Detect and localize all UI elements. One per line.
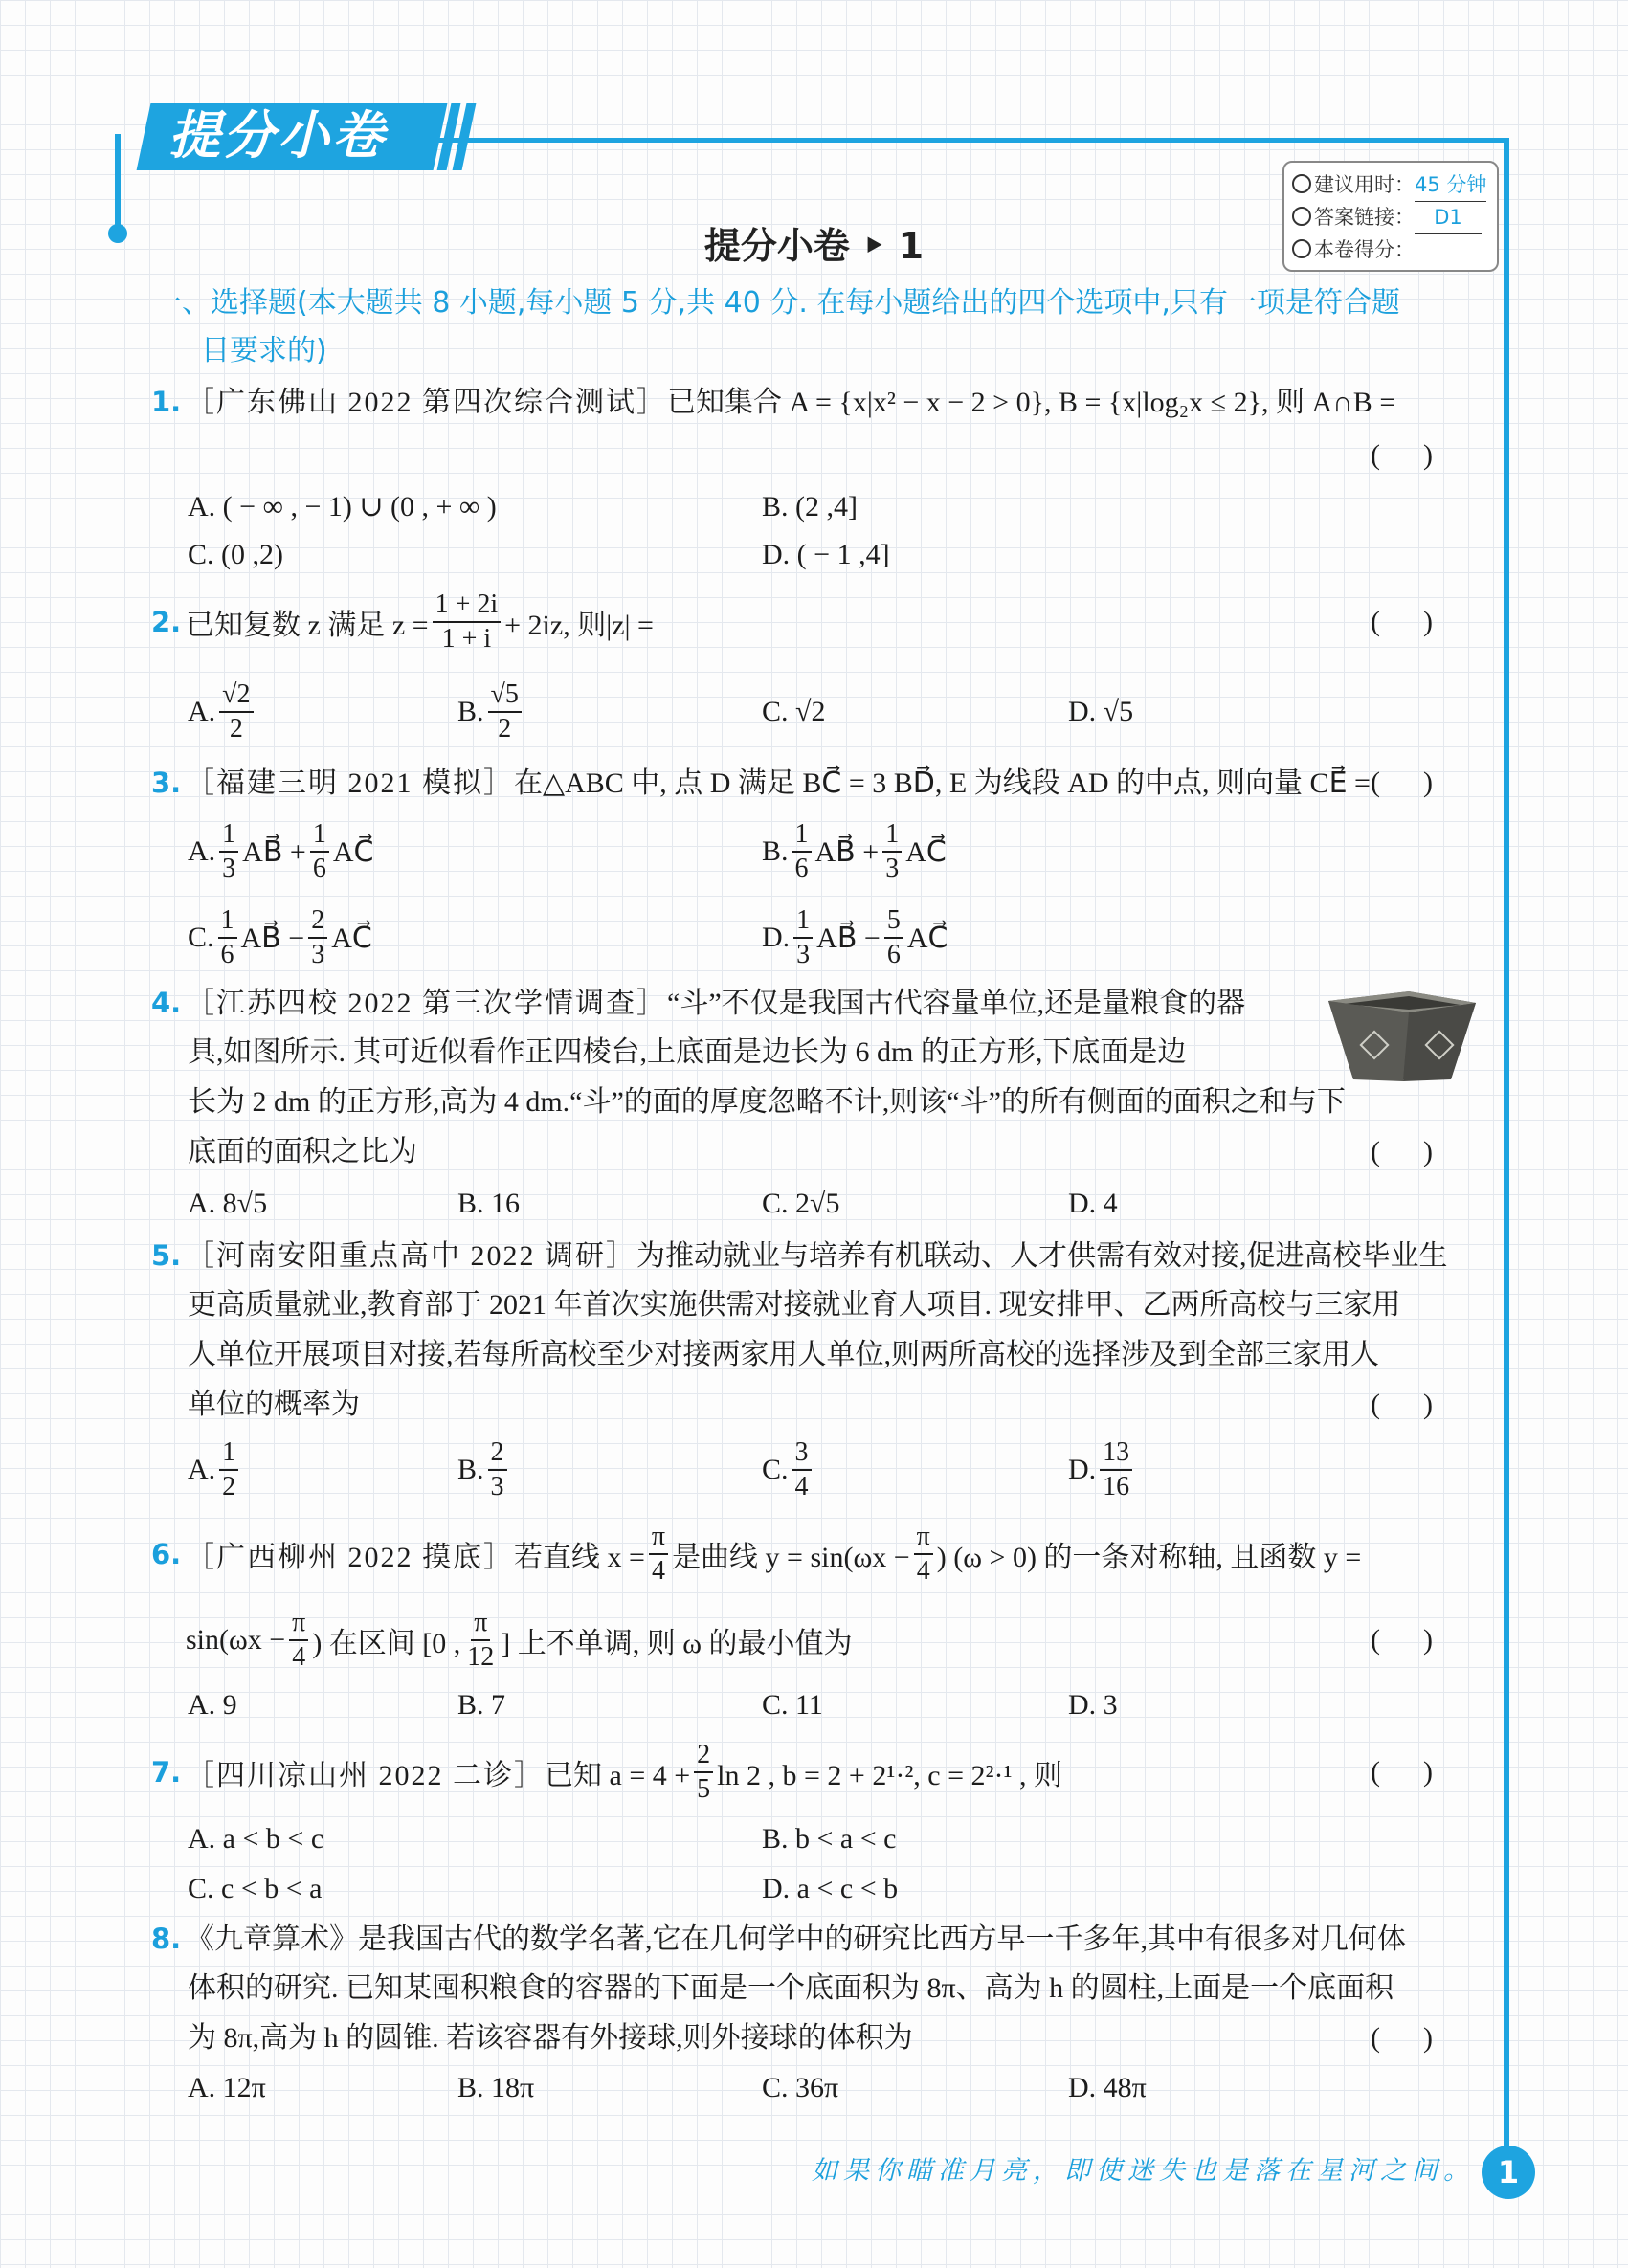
answer-paren[interactable]: ( )	[1371, 767, 1433, 798]
answer-paren[interactable]: ( )	[1371, 1389, 1433, 1420]
question-text: ) 在区间 [0 ,	[312, 1628, 461, 1659]
question-text: sin(ωx −	[186, 1624, 286, 1656]
vector-term: AB⃗ +	[814, 835, 880, 868]
option-label: B.	[762, 835, 789, 867]
answer-paren[interactable]: ( )	[1371, 606, 1433, 637]
fraction-denominator: 4	[794, 1472, 809, 1501]
option-label: D.	[1068, 1454, 1097, 1485]
fraction-denominator: 3	[311, 940, 325, 969]
answer-paren[interactable]: ( )	[1371, 1136, 1433, 1167]
option-a[interactable]	[188, 1434, 242, 1506]
fraction	[884, 904, 903, 971]
question-6-stem-line2	[186, 1604, 853, 1677]
fraction-numerator: 2	[308, 904, 327, 939]
option-c[interactable]: C. 36π	[762, 2072, 839, 2103]
fraction-numerator: 2	[694, 1739, 713, 1773]
frame-top-bar	[429, 138, 1508, 143]
question-number: 2.	[151, 606, 182, 638]
option-label: D.	[762, 922, 791, 953]
option-d[interactable]: D. ( − 1 ,4]	[762, 539, 890, 570]
fraction	[289, 1607, 308, 1674]
option-a[interactable]	[188, 815, 373, 888]
question-3-stem	[151, 758, 1371, 808]
vector-term: AC⃗	[332, 835, 374, 868]
paper-title: 提分小卷 ‣ 1	[703, 225, 925, 267]
fraction-numerator: 1	[882, 818, 902, 853]
question-text: ) (ω > 0) 的一条对称轴, 且函数 y =	[936, 1542, 1362, 1573]
fraction-denominator: 2	[498, 714, 512, 744]
info-answer-label: 答案链接：	[1314, 206, 1415, 229]
question-source: ［河南安阳重点高中 2022 调研］	[186, 1240, 636, 1272]
info-score-label: 本卷得分：	[1314, 238, 1415, 261]
footer-motto: 如果你瞄准月亮，即使迷失也是落在星河之间。	[812, 2156, 1475, 2186]
fraction-numerator: 1	[218, 904, 237, 939]
section-heading-line2: 目要求的)	[201, 334, 327, 367]
fraction-denominator: 4	[292, 1642, 306, 1672]
fraction	[219, 678, 253, 745]
option-b[interactable]: B. b < a < c	[762, 1823, 897, 1855]
question-2-stem	[151, 586, 654, 658]
answer-paren[interactable]: ( )	[1371, 439, 1433, 471]
answer-paren[interactable]: ( )	[1371, 1756, 1433, 1788]
fraction-denominator: 5	[697, 1774, 711, 1804]
question-number: 3.	[151, 767, 182, 799]
question-4-stem-line4: 底面的面积之比为	[188, 1136, 417, 1167]
section-heading-line1: 一、选择题(本大题共 8 小题,每小题 5 分,共 40 分. 在每小题给出的四个选项中,只有一项是符合题	[153, 286, 1400, 320]
question-number: 8.	[151, 1923, 182, 1955]
question-5-stem-line3: 人单位开展项目对接,若每所高校至少对接两家用人单位,则两所高校的选择涉及到全部三家用人	[188, 1339, 1379, 1370]
fraction-denominator: 6	[886, 940, 901, 969]
option-label: C.	[762, 1454, 789, 1485]
fraction	[433, 589, 502, 656]
vector-term: AB⃗ −	[816, 922, 881, 954]
question-text: ln 2 , b = 2 + 2¹·², c = 2²·¹ , 则	[717, 1760, 1063, 1791]
vector-term: AC⃗	[905, 835, 947, 868]
question-8-stem-line2: 体积的研究. 已知某囤积粮食的容器的下面是一个底面积为 8π、高为 h 的圆柱,上面是一个底面积	[188, 1972, 1394, 2004]
question-4-stem-line2: 具,如图所示. 其可近似看作正四棱台,上底面是边长为 6 dm 的正方形,下底面是边	[188, 1036, 1187, 1068]
answer-paren[interactable]: ( )	[1371, 2022, 1433, 2054]
fraction	[218, 904, 237, 971]
fraction	[464, 1607, 497, 1674]
fraction-numerator: 1	[310, 818, 329, 853]
fraction-numerator: 2	[488, 1436, 507, 1471]
question-source: ［福建三明 2021 模拟］	[186, 767, 514, 799]
fraction-denominator: 2	[222, 1472, 236, 1501]
option-label: A.	[188, 696, 216, 727]
question-5-stem-line4: 单位的概率为	[188, 1389, 360, 1420]
question-number: 5.	[151, 1239, 182, 1272]
option-c[interactable]: C. 11	[762, 1689, 823, 1721]
option-a[interactable]	[188, 676, 257, 748]
option-c[interactable]: C. √2	[762, 696, 826, 727]
answer-paren[interactable]: ( )	[1371, 1624, 1433, 1656]
fraction	[792, 818, 812, 885]
option-a[interactable]: A. a < b < c	[188, 1823, 324, 1855]
fraction-numerator: 1	[793, 904, 813, 939]
fraction	[488, 678, 522, 745]
fraction	[1100, 1436, 1132, 1503]
option-d[interactable]	[1068, 1434, 1136, 1506]
question-number: 4.	[151, 987, 182, 1019]
option-c[interactable]	[762, 1434, 815, 1506]
vector-term: AB⃗ −	[240, 922, 305, 954]
option-d[interactable]	[762, 901, 948, 974]
question-7-stem	[151, 1736, 1062, 1809]
fraction-denominator: 6	[794, 854, 809, 883]
fraction-numerator: √5	[488, 678, 522, 713]
info-answer-value: D1	[1415, 201, 1482, 234]
fraction	[308, 904, 327, 971]
fraction-numerator: 13	[1100, 1436, 1132, 1471]
question-text: 在△ABC 中, 点 D 满足 BC⃗ = 3 BD⃗, E 为线段 AD 的中点, 则向量 CE⃗ =	[514, 767, 1371, 799]
question-text: 是曲线 y = sin(ωx −	[672, 1542, 910, 1573]
info-time-row	[1292, 168, 1489, 201]
fraction-numerator: 1	[792, 818, 812, 853]
fraction-denominator: 1 + i	[441, 624, 492, 654]
question-number: 1.	[151, 386, 182, 418]
question-4-stem-line3: 长为 2 dm 的正方形,高为 4 dm.“斗”的面的厚度忽略不计,则该“斗”的所有侧面的面积之和与下	[188, 1086, 1346, 1118]
option-d[interactable]: D. 48π	[1068, 2072, 1147, 2103]
vector-term: AC⃗	[331, 922, 372, 954]
option-b[interactable]: B. 16	[457, 1188, 521, 1219]
frame-left-bar	[115, 134, 121, 230]
option-b[interactable]: B. (2 ,4]	[762, 491, 858, 523]
option-d[interactable]: D. √5	[1068, 696, 1134, 727]
section-heading	[153, 279, 1483, 375]
option-d[interactable]: D. 4	[1068, 1188, 1118, 1219]
question-number: 7.	[151, 1756, 182, 1789]
question-text: “斗”不仅是我国古代容量单位,还是量粮食的器	[667, 988, 1246, 1019]
question-5-stem-line1	[151, 1231, 1448, 1280]
fraction-denominator: 6	[312, 854, 326, 883]
option-label: C.	[188, 922, 214, 953]
vector-term: AB⃗ +	[242, 835, 306, 868]
fraction-denominator: 12	[467, 1642, 495, 1672]
option-a[interactable]: A. 12π	[188, 2072, 266, 2103]
option-a[interactable]: A. 9	[188, 1689, 237, 1721]
option-a[interactable]: A. 8√5	[188, 1188, 268, 1219]
option-b[interactable]	[457, 676, 525, 748]
option-b[interactable]: B. 7	[457, 1689, 506, 1721]
frame-right-bar	[1504, 138, 1509, 2147]
fraction-denominator: 4	[916, 1556, 930, 1586]
option-c[interactable]	[188, 901, 372, 974]
question-4-stem-line1	[151, 978, 1245, 1028]
option-label: B.	[457, 696, 484, 727]
question-6-stem-line1	[151, 1518, 1361, 1590]
option-d[interactable]: D. 3	[1068, 1689, 1118, 1721]
fraction-denominator: 2	[229, 714, 243, 744]
question-text: 已知集合 A = {x|x² − x − 2 > 0}, B = {x|log₂x ≤ 2}, 则 A∩B =	[667, 387, 1396, 418]
question-8-stem-line1	[151, 1914, 1406, 1964]
question-text: 《九章算术》是我国古代的数学名著,它在几何学中的研究比西方早一千多年,其中有很多对几何体	[186, 1923, 1406, 1955]
fraction	[488, 1436, 507, 1503]
option-b[interactable]	[762, 815, 947, 888]
question-5-stem-line2: 更高质量就业,教育部于 2021 年首次实施供需对接就业育人项目. 现安排甲、乙两所高校与三家用	[188, 1289, 1401, 1321]
option-c[interactable]: C. (0 ,2)	[188, 539, 283, 570]
fraction-denominator: 3	[490, 1472, 504, 1501]
fraction	[792, 1436, 812, 1503]
question-text: 已知复数 z 满足 z =	[186, 610, 429, 641]
fraction-denominator: 3	[885, 854, 900, 883]
fraction-denominator: 4	[651, 1556, 665, 1586]
option-a[interactable]: A. ( − ∞ , − 1) ∪ (0 , + ∞ )	[188, 491, 497, 523]
dou-measure-image	[1325, 988, 1480, 1085]
fraction	[914, 1521, 933, 1588]
fraction	[694, 1739, 713, 1806]
option-label: A.	[188, 1454, 216, 1485]
fraction-numerator: 1	[219, 818, 238, 853]
fraction-denominator: 6	[220, 940, 234, 969]
question-text: 为推动就业与培养有机联动、人才供需有效对接,促进高校毕业生	[636, 1240, 1448, 1272]
info-time-value: 45 分钟	[1415, 168, 1486, 202]
question-text: 已知 a = 4 +	[545, 1760, 691, 1791]
option-label: A.	[188, 835, 216, 867]
fraction	[310, 818, 329, 885]
fraction	[219, 818, 238, 885]
vector-term: AC⃗	[906, 922, 948, 954]
question-number: 6.	[151, 1538, 182, 1570]
option-d[interactable]: D. a < c < b	[762, 1873, 899, 1904]
option-label: B.	[457, 1454, 484, 1485]
fraction-numerator: √2	[219, 678, 253, 713]
fraction-numerator: π	[649, 1521, 668, 1555]
fraction-denominator: 16	[1103, 1472, 1130, 1501]
clock-icon	[1292, 174, 1311, 193]
info-time-label: 建议用时：	[1314, 173, 1415, 196]
fraction	[649, 1521, 668, 1588]
fraction	[219, 1436, 238, 1503]
question-source: ［广西柳州 2022 摸底］	[186, 1542, 514, 1573]
question-text: ] 上不单调, 则 ω 的最小值为	[501, 1628, 853, 1659]
question-1-stem	[151, 377, 1395, 427]
page-number: 1	[1482, 2146, 1535, 2199]
fraction-numerator: 3	[792, 1436, 812, 1471]
fraction-numerator: 5	[884, 904, 903, 939]
question-source: ［江苏四校 2022 第三次学情调查］	[186, 988, 667, 1019]
option-c[interactable]: C. c < b < a	[188, 1873, 323, 1904]
question-text: + 2iz, 则|z| =	[504, 610, 654, 641]
option-c[interactable]: C. 2√5	[762, 1188, 840, 1219]
question-source: ［四川凉山州 2022 二诊］	[186, 1760, 545, 1791]
question-source: ［广东佛山 2022 第四次综合测试］	[186, 387, 667, 418]
question-8-stem-line3: 为 8π,高为 h 的圆锥. 若该容器有外接球,则外接球的体积为	[188, 2022, 913, 2054]
fraction-numerator: 1	[219, 1436, 238, 1471]
fraction-denominator: 3	[222, 854, 236, 883]
question-text: 若直线 x =	[514, 1542, 645, 1573]
fraction	[882, 818, 902, 885]
fraction-denominator: 3	[796, 940, 811, 969]
option-b[interactable]: B. 18π	[457, 2072, 535, 2103]
fraction	[793, 904, 813, 971]
fraction-numerator: π	[471, 1607, 490, 1641]
option-b[interactable]	[457, 1434, 511, 1506]
fraction-numerator: π	[914, 1521, 933, 1555]
fraction-numerator: 1 + 2i	[433, 589, 502, 623]
banner-title: 提分小卷	[168, 105, 387, 166]
fraction-numerator: π	[289, 1607, 308, 1641]
